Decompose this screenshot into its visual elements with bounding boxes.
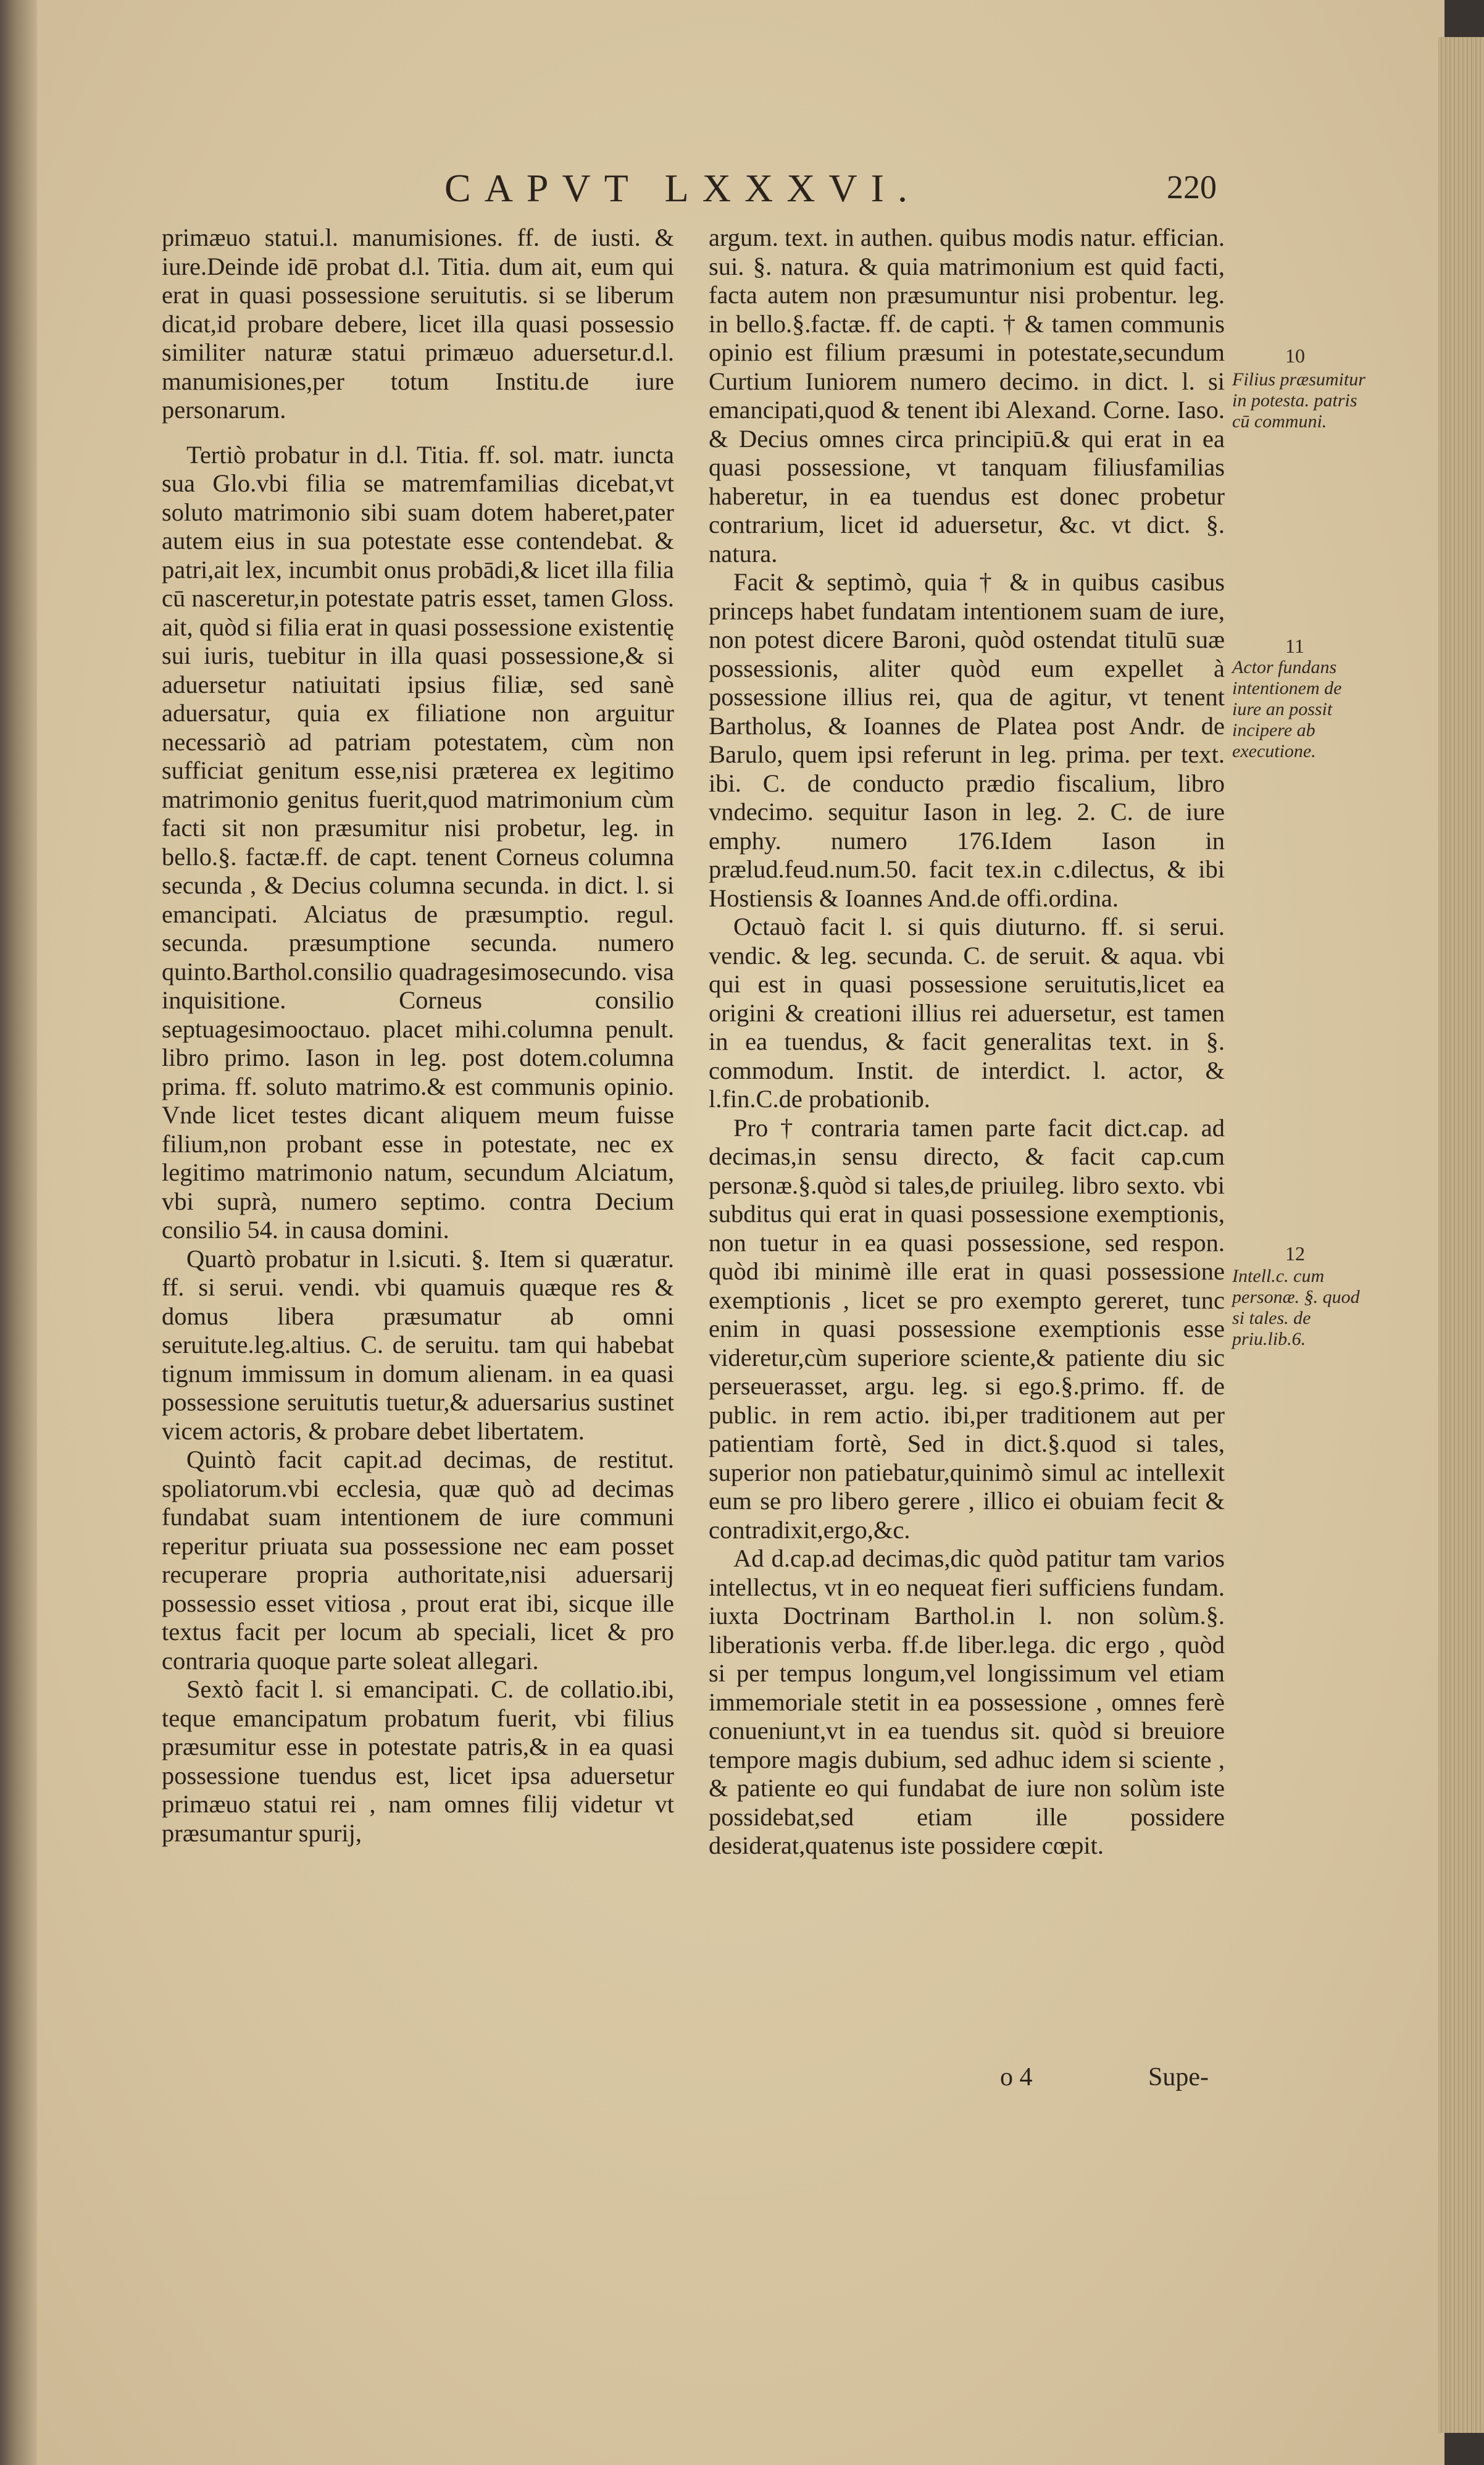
paragraph: Quintò facit capit.ad decimas, de restitut. spoliatorum.vbi ecclesia, quæ quò ad decimas fundabat suam intentionem de iure communi reperitur priuata sua possessione nec eam posset recuperare propria authoritate,nisi aduersarij possessio esset vitiosa , prout erat ibi, sicque ille textus facit per locum ab speciali, licet & pro contraria quoque parte soleat allegari. xyxy=(162,1446,674,1675)
signature-mark: o 4 xyxy=(1000,2063,1033,2091)
marginal-number: 12 xyxy=(1285,1242,1305,1265)
page-header xyxy=(0,165,1444,215)
paragraph: Quartò probatur in l.sicuti. §. Item si quæratur. ff. si serui. vendi. vbi quamuis quæque res & domus libera præsumatur ab omni seruitute.leg.altius. C. de seruitu. tam qui habebat tignum immissum in domum alienam. in ea quasi possessione seruitutis tuetur,& aduersarius sustinet vicem actoris, & probare debet libertatem. xyxy=(162,1244,674,1445)
marginal-number: 10 xyxy=(1285,345,1305,367)
paragraph: Tertiò probatur in d.l. Titia. ff. sol. matr. iuncta sua Glo.vbi filia se matremfamilias dicebat,vt soluto matrimonio sibi suam dotem haberet,pater autem eius in sua potestate esse contendebat. & patri,ait lex, incumbit onus probādi,& licet illa filia cū nasceretur,in potestate patris esset, tamen Gloss. ait, quòd si filia erat in quasi possessione existentię sui iuris, tuebitur in illa quasi possessione,& si aduersetur natiuitati ipsius filiæ, sed sanè aduersatur, quia ex filiatione non arguitur necessariò ad patriam potestatem, cùm non sufficiat genitum esse,nisi præterea ex legitimo matrimonio genitus fuerit,quod matrimonium cùm facti sit non præsumitur nisi probetur, leg. in bello.§. factæ.ff. de capt. tenent Corneus columna secunda , & Decius columna secunda. in dict. l. si emancipati. Alciatus de præsumptio. regul. secunda. præsumptione secunda. numero quinto.Barthol.consilio quadragesimosecundo. visa inquisitione. Corneus consilio septuagesimooctauo. placet mihi.columna penult. libro primo. Iason in leg. post dotem.columna prima. ff. soluto matrimo.& est communis opinio. Vnde licet testes dicant aliquem meum fuisse filium,non probant esse in potestate, nec ex legitimo matrimonio natum, secundum Alciatum, vbi suprà, numero septimo. contra Decium consilio 54. in causa domini. xyxy=(162,440,674,1244)
marginal-number: 11 xyxy=(1285,635,1304,657)
right-column xyxy=(709,224,1225,1860)
paragraph: Octauò facit l. si quis diuturno. ff. si serui. vendic. & leg. secunda. C. de seruit. & aqua. vbi qui est in quasi possessione seruitutis,licet ea origini & creationi illius rei aduersetur, est tamen in ea tuendus, & facit generalitas text. in §. commodum. Instit. de interdict. l. actor, & l.fin.C.de probationib. xyxy=(709,913,1225,1113)
page-footer xyxy=(0,2062,1444,2099)
left-column xyxy=(162,224,674,1848)
folio-number: 220 xyxy=(1167,169,1217,206)
catchword: Supe- xyxy=(1148,2063,1209,2091)
paragraph: Sextò facit l. si emancipati. C. de collatio.ibi, teque emancipatum probatum fuerit, vbi filius præsumitur esse in potestate patris,& in ea quasi possessione tuendus est, licet ipsa aduersetur primæuo statui rei , nam omnes filij videtur vt præsumantur spurij, xyxy=(162,1675,674,1847)
marginal-note: Actor fundans intentionem de iure an possit incipere ab executione. xyxy=(1232,657,1342,761)
paragraph: Pro † contraria tamen parte facit dict.cap. ad decimas,in sensu directo, & facit cap.cum personæ.§.quòd si tales,de priuileg. libro sexto. vbi subditus qui erat in quasi possessione exemptionis, non tuetur in ea quasi possessione, sed respon. quòd ibi minimè ille erat in quasi possessione exemptionis , licet se pro exempto gereret, tunc enim in quasi possessione exemptionis esse videretur,cùm superiore sciente,& patiente diu sic perseuerasset, argu. leg. si ego.§.primo. ff. de public. in rem actio. ibi,per traditionem aut per patientiam fortè, Sed in dict.§.quod si tales, superior non patiebatur,quinimò simul ac intellexit eum se pro libero gerere , illico ei obuiam fecit & contradixit,ergo,&c. xyxy=(709,1113,1225,1544)
paragraph: Ad d.cap.ad decimas,dic quòd patitur tam varios intellectus, vt in eo nequeat fieri sufficiens fundam. iuxta Doctrinam Barthol.in l. non solùm.§. liberationis verba. ff.de liber.lega. dic ergo , quòd si per tempus longum,vel longissimum vel etiam immemoriale stetit in ea possessione , omnes ferè conueniunt,vt in ea tuendus sit. quòd si breuiore tempore magis dubium, sed adhuc idem si sciente , & patiente eo qui fundabat de iure non solùm iste possidebat,sed etiam ille possidere desiderat,quatenus iste possidere cœpit. xyxy=(709,1544,1225,1859)
marginal-note: Filius præsumitur in potesta. patris cū communi. xyxy=(1232,369,1365,432)
running-title: CAPVT LXXXVI. xyxy=(444,166,921,210)
paragraph: argum. text. in authen. quibus modis natur. effician. sui. §. natura. & quia matrimonium est quid facti, facta autem non præsumuntur nisi probentur. leg. in bello.§.factæ. ff. de capti. † & tamen communis opinio est filium præsumi in potestate,secundum Curtium Iuniorem numero decimo. in dict. l. si emancipati,quod & tenent ibi Alexand. Corne. Iaso. & Decius omnes circa principiū.& qui erat in ea quasi possessione, vt tanquam filiusfamilias haberetur, in ea tuendus est donec probetur contrarium, licet id aduersetur, &c. vt dict. §. natura. xyxy=(709,224,1225,567)
paragraph: Facit & septimò, quia † & in quibus casibus princeps habet fundatam intentionem suam de iure, non potest dicere Baroni, quòd ostendat titulū suæ possessionis, aliter quòd eum expellet à possessione illius rei, qua de agitur, vt tenent Bartholus, & Ioannes de Platea post Andr. de Barulo, quem ipsi referunt in leg. prima. per text. ibi. C. de conducto prædio fiscalium, libro vndecimo. sequitur Iason in leg. 2. C. de iure emphy. numero 176.Idem Iason in prælud.feud.num.50. facit tex.in c.dilectus, & ibi Hostiensis & Ioannes And.de offi.ordina. xyxy=(709,568,1225,912)
marginal-note: Intell.c. cum personæ. §. quod si tales. de priu.lib.6. xyxy=(1232,1266,1360,1349)
page-edges xyxy=(1438,37,1484,2433)
paragraph: primæuo statui.l. manumisiones. ff. de iusti. & iure.Deinde idē probat d.l. Titia. dum ait, eum qui erat in quasi possessione seruitutis. si se liberum dicat,id probare debere, licet illa quasi possessio similiter naturæ statui primæuo aduersetur.d.l. manumisiones,per totum Institu.de iure personarum. xyxy=(162,224,674,424)
